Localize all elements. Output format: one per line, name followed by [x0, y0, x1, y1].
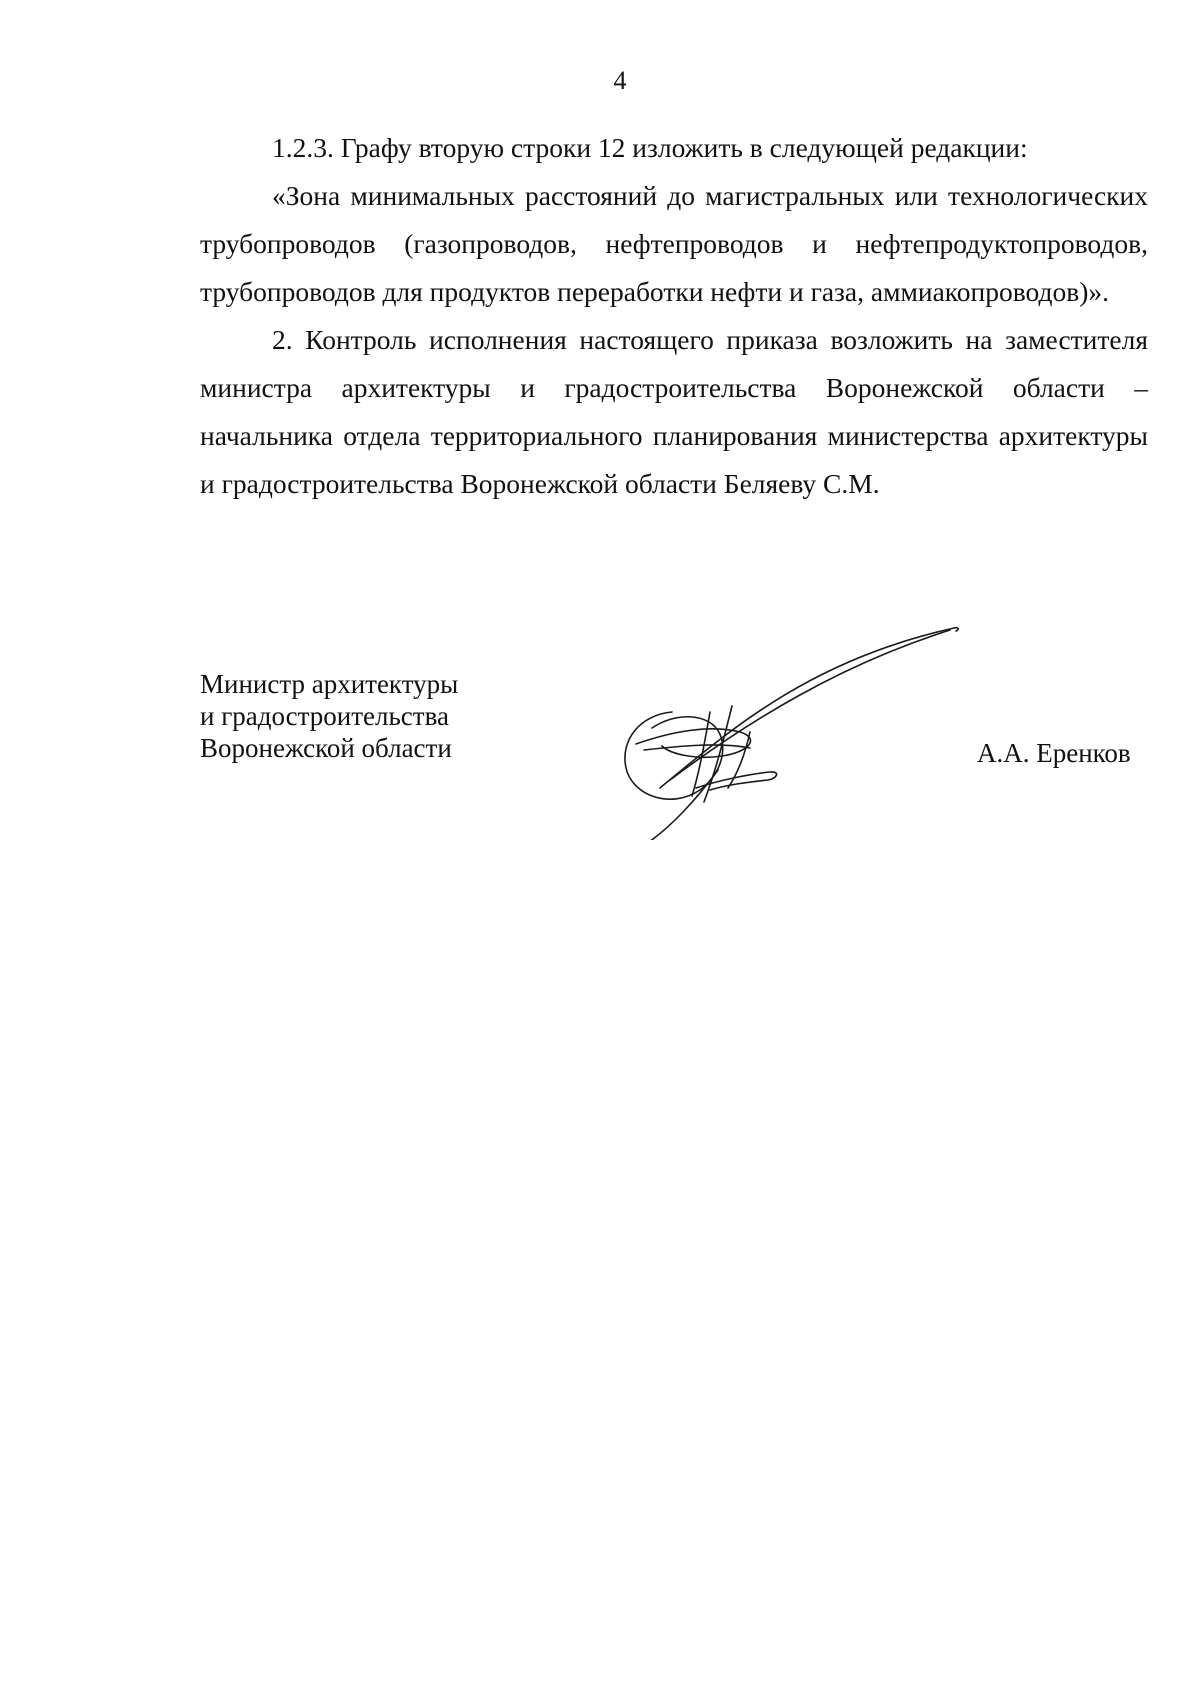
paragraph-2-control: 2. Контроль исполнения настоящего приказа возложить на заместителя министра архитектуры и градостроительства Воронежской области – начальника отдела территориального планирования министерства архитектуры и градостроительства Воронежской области Беляеву С.М. — [200, 324, 1148, 499]
signer-name: А.А. Еренков — [977, 738, 1131, 768]
paragraph-1-2-3: 1.2.3. Графу вторую строки 12 изложить в следующей редакции: — [272, 132, 1028, 163]
document-body — [200, 124, 1148, 508]
paragraph-quoted-wording: «Зона минимальных расстояний до магистральных или технологических трубопроводов (газопроводов, нефтепроводов и нефтепродуктопроводов, трубопроводов для продуктов переработки нефти и газа, аммиакопроводов)». — [200, 180, 1148, 307]
page-number: 4 — [613, 66, 627, 95]
signatory-title-line: и градостроительства — [200, 701, 449, 731]
handwritten-signature — [600, 620, 980, 840]
signatory-title — [200, 668, 458, 764]
signatory-title-line: Министр архитектуры — [200, 669, 459, 699]
signatory-title-line: Воронежской области — [200, 733, 452, 763]
